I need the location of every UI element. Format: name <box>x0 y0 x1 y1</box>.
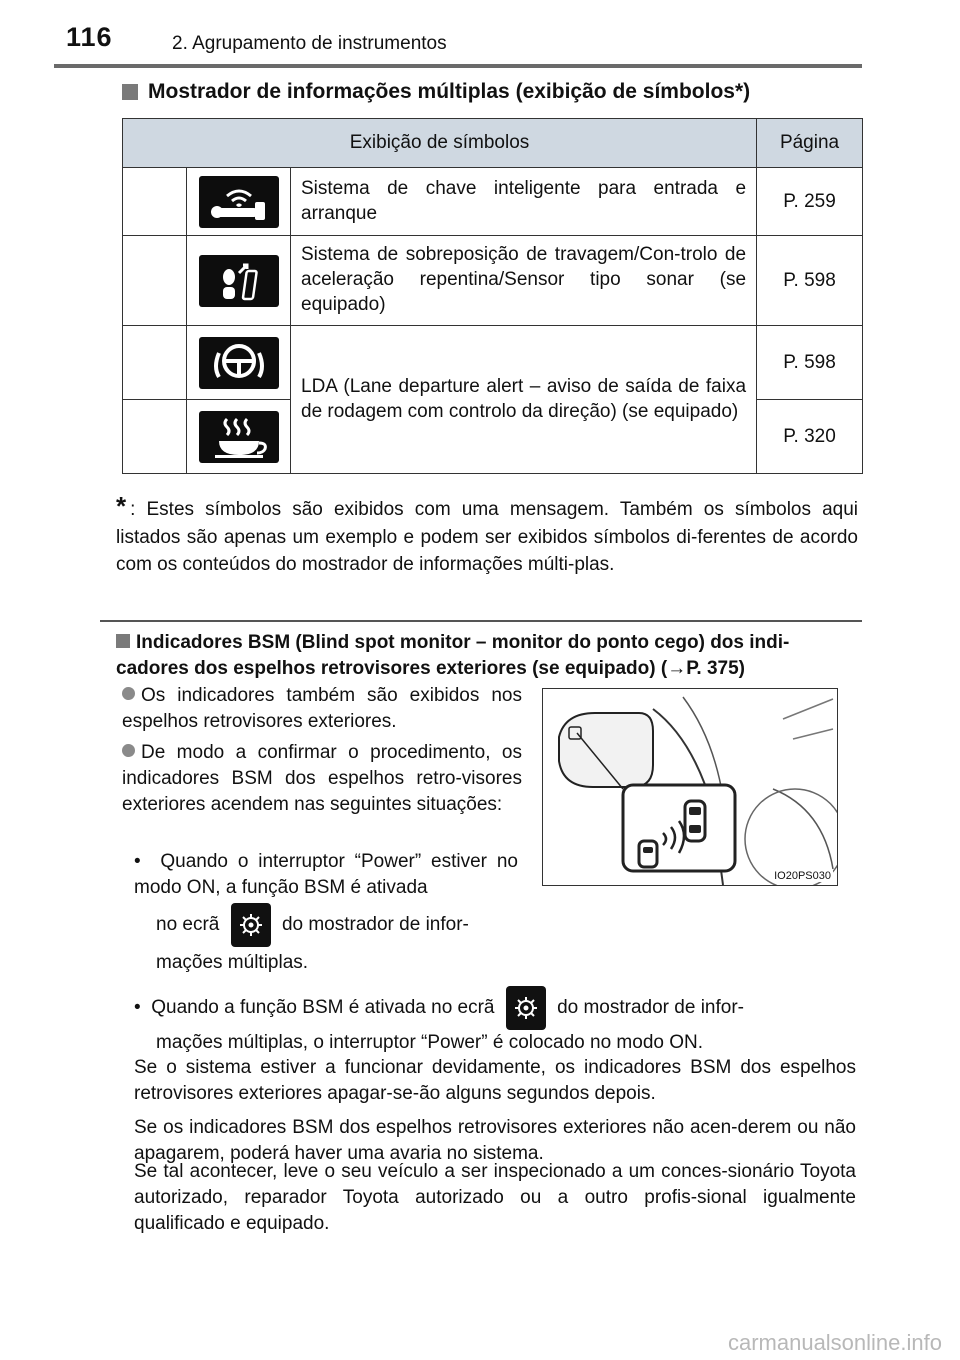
table-row <box>123 168 863 236</box>
round-bullet-icon <box>122 744 135 757</box>
sub-list-item-continuation: no ecrã do mostrador de infor- <box>156 903 518 947</box>
section-heading-bsm <box>116 630 858 682</box>
settings-gear-icon <box>506 986 546 1030</box>
page-reference: P. 598 <box>757 236 863 326</box>
sub-bullet-text: Quando o interruptor “Power” estiver no modo ON, a função BSM é ativada <box>134 851 518 899</box>
watermark: carmanualsonline.info <box>727 1330 942 1355</box>
table-header-row <box>123 119 863 168</box>
symbols-table <box>122 118 863 474</box>
section-divider <box>100 620 862 622</box>
sub-bullet-text: mações múltiplas, o interruptor “Power” é colocado no modo ON. <box>156 1032 704 1053</box>
chapter-title: 2. Agrupamento de instrumentos <box>172 33 447 54</box>
footnote-text: : Estes símbolos são exibidos com uma mensagem. Também os símbolos aqui listados são apenas um exemplo e podem ser exibidos símbolos di-ferentes de acordo com os conteúdos do mostrador de informações múlti-plas. <box>116 499 858 575</box>
sub-list-item: • Quando o interruptor “Power” estiver no modo ON, a função BSM é ativada <box>134 851 518 899</box>
empty-cell <box>123 326 187 400</box>
table-row <box>123 236 863 326</box>
footnote-marker: * <box>116 491 127 521</box>
table-row <box>123 326 863 400</box>
illustration-code: IO20PS030 <box>774 870 831 882</box>
paragraph: Se tal acontecer, leve o seu veículo a ser inspecionado a um conces-sionário Toyota autorizado, reparador Toyota autorizado ou a outro profis-sional igualmente qualificado e equipado. <box>134 1161 856 1235</box>
sub-bullet-text: mações múltiplas. <box>156 952 309 973</box>
column-header-page: Página <box>757 119 863 168</box>
section-heading-multi-info-display <box>122 80 750 104</box>
lane-departure-icon <box>199 337 279 389</box>
list-item <box>122 740 522 818</box>
arrow-icon: → <box>667 658 687 680</box>
coffee-cup-icon <box>199 411 279 463</box>
section-title: Indicadores BSM (Blind spot monitor – monitor do ponto cego) dos indi-cadores dos espelhos retrovisores exteriores (se equipado) ( <box>116 632 790 680</box>
page-reference: P. 259 <box>757 168 863 236</box>
empty-cell <box>123 236 187 326</box>
empty-cell <box>123 168 187 236</box>
page-number: 116 <box>66 22 113 52</box>
page-reference: P. 598 <box>757 326 863 400</box>
brake-override-icon <box>199 255 279 307</box>
sub-list-item: • Quando a função BSM é ativada no ecrã do mostrador de infor- <box>134 986 856 1030</box>
section-title: Mostrador de informações múltiplas (exibição de símbolos*) <box>148 80 751 103</box>
page-reference: P. 320 <box>757 400 863 474</box>
round-bullet-icon <box>122 687 135 700</box>
bullet-text: Os indicadores também são exibidos nos espelhos retrovisores exteriores. <box>122 685 522 733</box>
header-divider <box>54 64 862 68</box>
square-bullet-icon <box>122 84 138 100</box>
column-header-symbols: Exibição de símbolos <box>123 119 757 168</box>
square-bullet-icon <box>116 634 130 648</box>
list-item <box>122 683 522 735</box>
paragraph: Se o sistema estiver a funcionar devidamente, os indicadores BSM dos espelhos retrovisores exteriores apagar-se-ão alguns segundos depois. <box>134 1057 856 1105</box>
symbol-description: Sistema de chave inteligente para entrada e arranque <box>291 168 757 236</box>
symbol-description: Sistema de sobreposição de travagem/Con-trolo de aceleração repentina/Sensor tipo sonar (se equipado) <box>291 236 757 326</box>
side-mirror-illustration <box>542 688 838 886</box>
empty-cell <box>123 400 187 474</box>
paragraph: Se os indicadores BSM dos espelhos retrovisores exteriores não acen-derem ou não apagarem, poderá haver uma avaria no sistema. <box>134 1117 856 1165</box>
settings-gear-icon <box>231 903 271 947</box>
bullet-text: De modo a confirmar o procedimento, os indicadores BSM dos espelhos retro-visores exteriores acendem nas seguintes situações: <box>122 742 522 816</box>
smart-key-icon <box>199 176 279 228</box>
footnote <box>116 488 858 579</box>
page-link[interactable]: P. 375) <box>686 658 746 680</box>
symbol-description: LDA (Lane departure alert – aviso de saída de faixa de rodagem com controlo da direção) (se equipado) <box>291 326 757 474</box>
